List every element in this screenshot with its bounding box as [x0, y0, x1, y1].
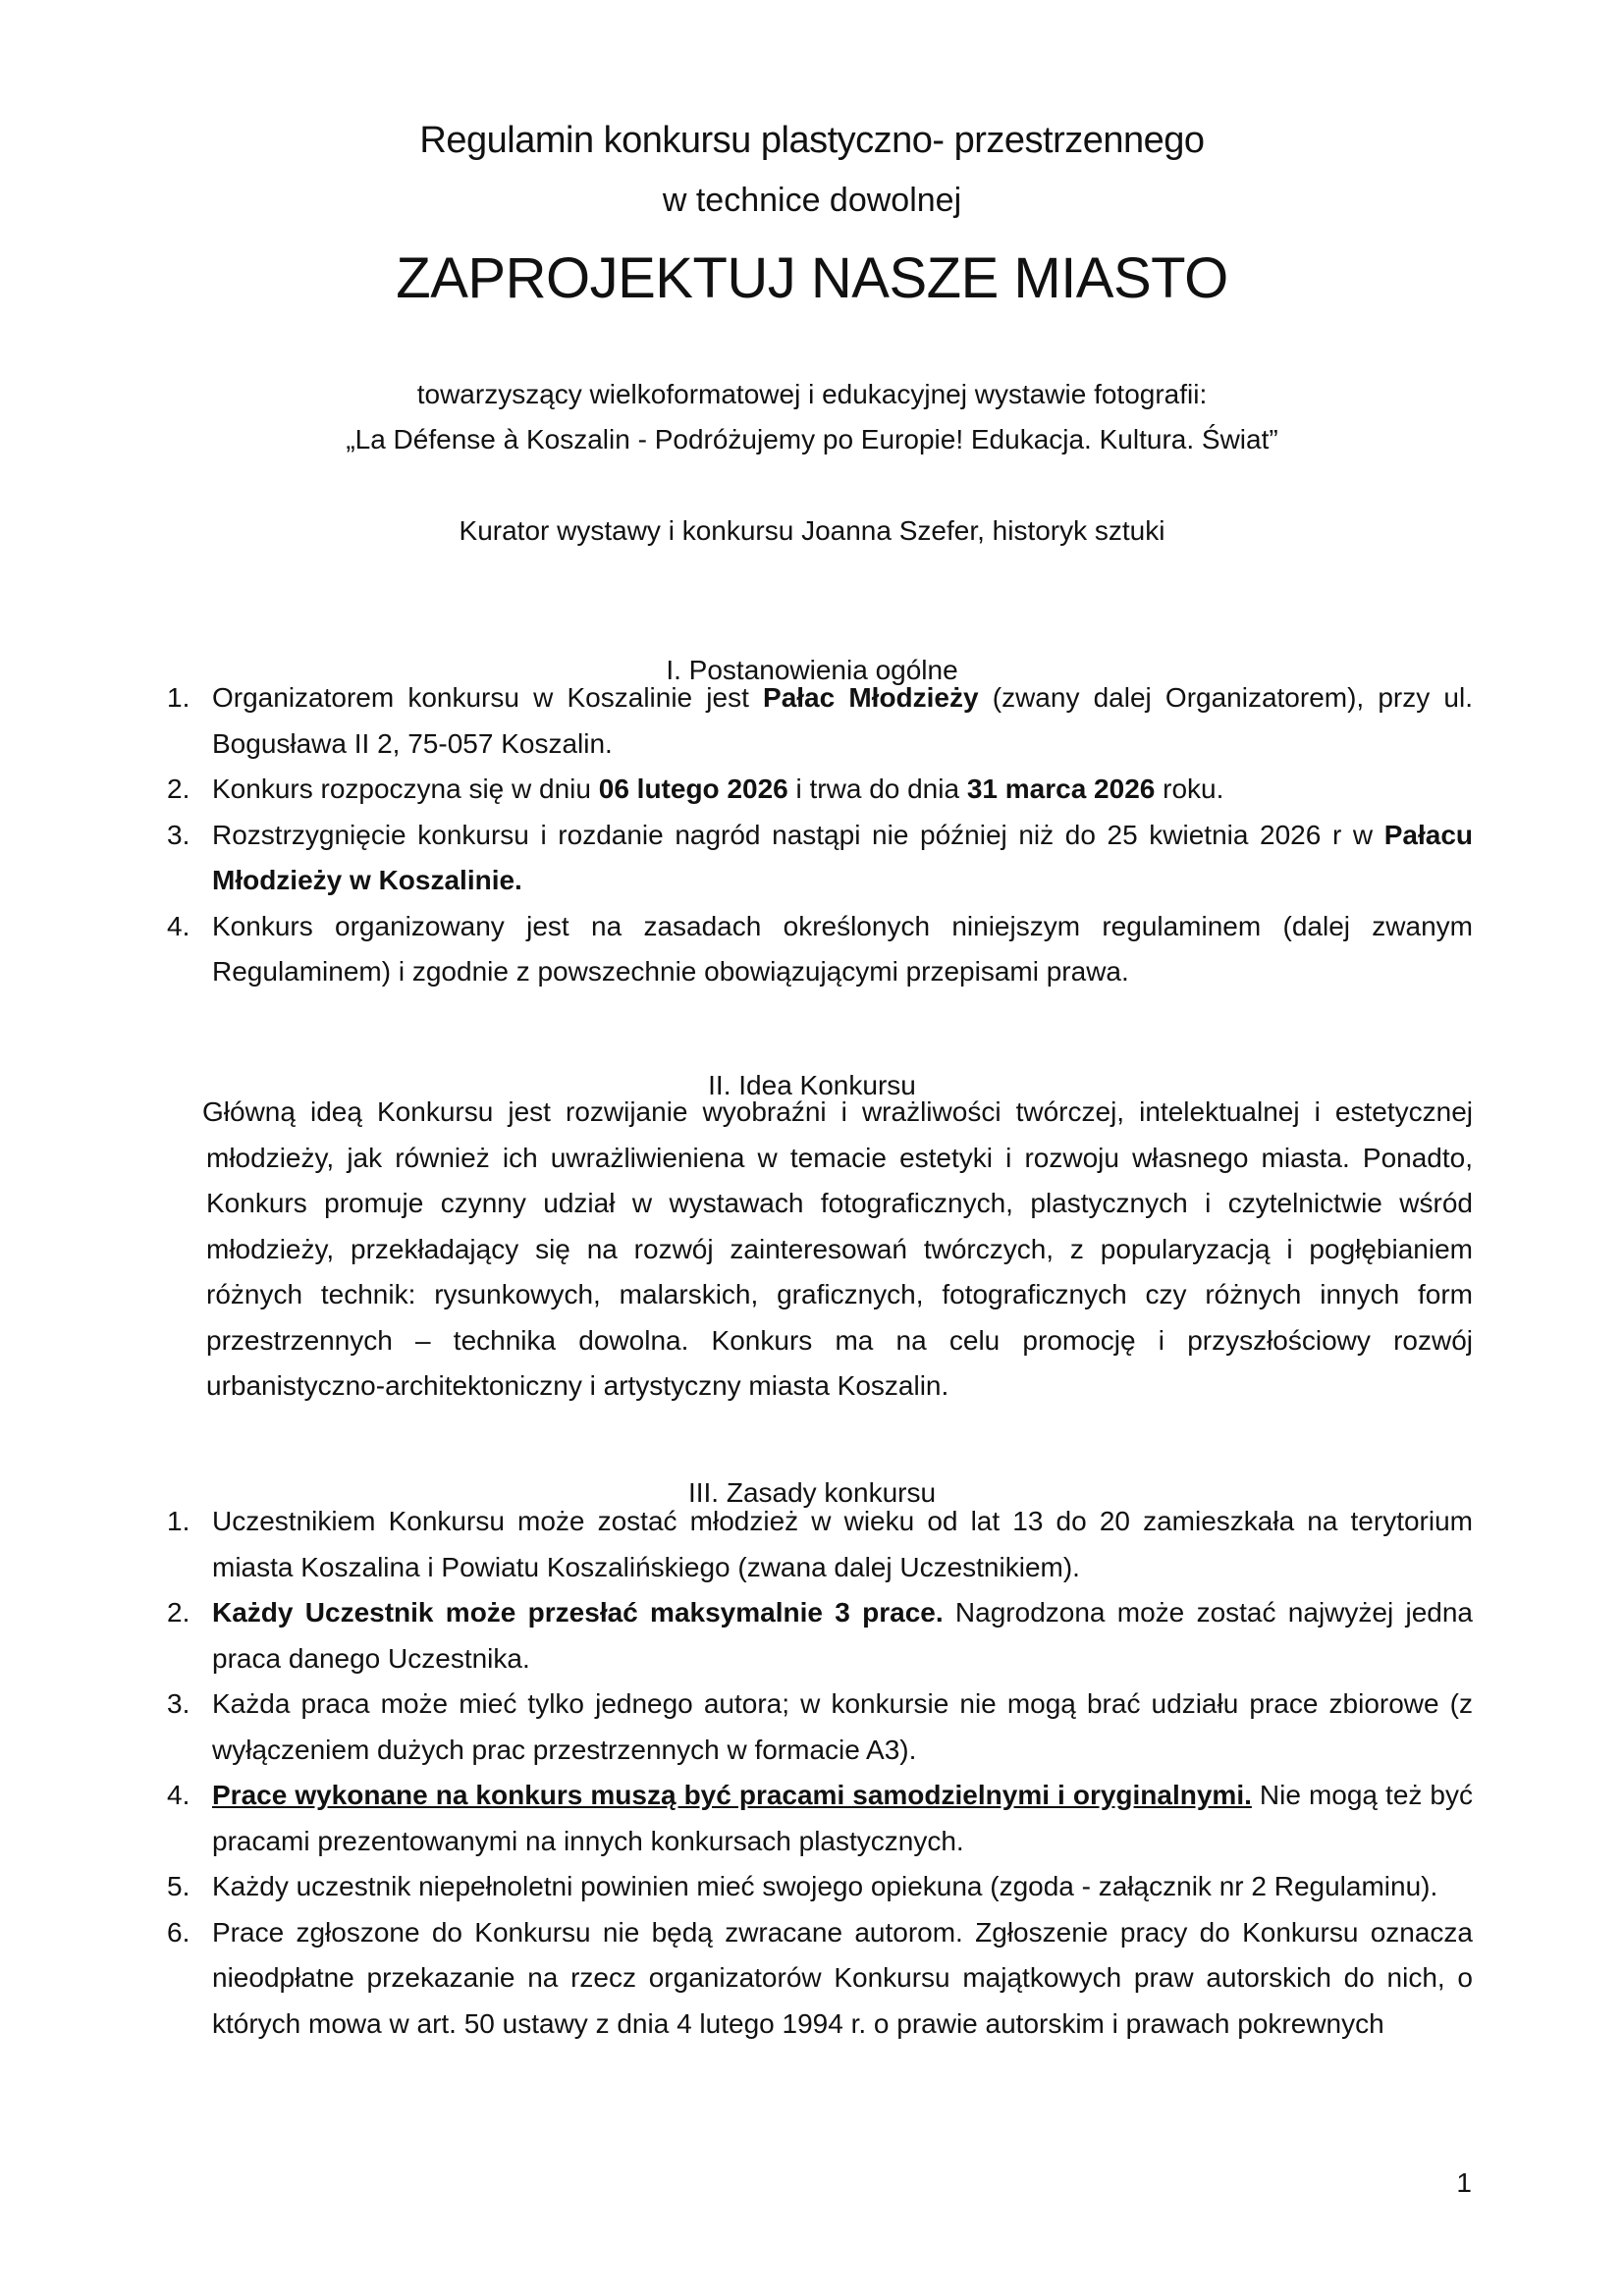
item-bold-text: Pałacu Młodzieży w Koszalinie.	[212, 819, 1473, 895]
list-item	[167, 1910, 1473, 2048]
contest-name: ZAPROJEKTUJ NASZE MIASTO	[396, 246, 1228, 310]
item-text: Konkurs organizowany jest na zasadach określonych niniejszym regulaminem (dalej zwanym Regulaminem) i zgodnie z powszechnie obowiązującymi przepisami prawa.	[212, 910, 1473, 987]
subtitle-line1: towarzyszący wielkoformatowej i edukacyjnej wystawie fotografii:	[416, 379, 1208, 409]
section-heading-general-provisions: I. Postanowienia ogólne	[666, 655, 958, 685]
list-item	[167, 813, 1473, 904]
general-provisions-list	[167, 675, 1473, 995]
item-bold-text: Każdy Uczestnik może przesłać maksymalnie 3 prace.	[212, 1597, 944, 1628]
item-number: 4.	[167, 910, 190, 941]
list-item	[167, 1590, 1473, 1682]
list-item	[167, 1773, 1473, 1864]
curator-line: Kurator wystawy i konkursu Joanna Szefer, historyk sztuki	[459, 515, 1165, 546]
item-text: Rozstrzygnięcie konkursu i rozdanie nagród nastąpi nie później niż do 25 kwietnia 2026 r w	[212, 819, 1384, 850]
item-number: 3.	[167, 819, 190, 850]
end-date: 31 marca 2026	[966, 774, 1156, 804]
item-text: Nie mogą też być pracami prezentowanymi na innych konkursach plastycznych.	[212, 1780, 1473, 1856]
exhibition-title: „La Défense à Koszalin - Podróżujemy po Europie! Edukacja. Kultura. Świat”	[346, 424, 1278, 454]
list-item	[167, 1499, 1473, 1590]
item-number: 4.	[167, 1780, 190, 1810]
item-text: Nagrodzona może zostać najwyżej jedna praca danego Uczestnika.	[212, 1597, 1473, 1674]
rules-list	[167, 1499, 1473, 2047]
list-item	[167, 767, 1473, 813]
document-title: Regulamin konkursu plastyczno- przestrzennego	[419, 120, 1205, 161]
item-text: Uczestnikiem Konkursu może zostać młodzież w wieku od lat 13 do 20 zamieszkała na terytorium miasta Koszalina i Powiatu Koszalińskiego (zwana dalej Uczestnikiem).	[212, 1506, 1473, 1582]
list-item	[167, 675, 1473, 767]
document-title-line2: w technice dowolnej	[662, 182, 962, 219]
item-number: 3.	[167, 1688, 190, 1719]
item-number: 2.	[167, 774, 190, 804]
list-item	[167, 1682, 1473, 1773]
section-heading-idea: II. Idea Konkursu	[708, 1070, 916, 1100]
list-item	[167, 1864, 1473, 1910]
item-underlined-bold-text: Prace wykonane na konkurs muszą być pracami samodzielnymi i oryginalnymi.	[212, 1780, 1252, 1810]
page-number: 1	[1456, 2167, 1472, 2198]
item-bold-text: Pałac Młodzieży	[763, 682, 979, 713]
list-item	[167, 904, 1473, 995]
item-text: (zwany dalej Organizatorem), przy ul. Bogusława II 2, 75-057 Koszalin.	[212, 682, 1473, 759]
item-number: 1.	[167, 682, 190, 713]
section-heading-rules: III. Zasady konkursu	[687, 1477, 937, 1508]
item-text: Każda praca może mieć tylko jednego autora; w konkursie nie mogą brać udziału prace zbiorowe (z wyłączeniem dużych prac przestrzennych w formacie A3).	[212, 1688, 1473, 1765]
item-text: i trwa do dnia	[787, 774, 967, 804]
item-number: 2.	[167, 1597, 190, 1628]
start-date: 06 lutego 2026	[598, 774, 788, 804]
item-number: 6.	[167, 1916, 190, 1948]
item-number: 5.	[167, 1871, 190, 1901]
item-text: roku.	[1155, 774, 1224, 804]
item-text: Organizatorem konkursu w Koszalinie jest	[212, 682, 764, 713]
item-text: Prace zgłoszone do Konkursu nie będą zwracane autorom. Zgłoszenie pracy do Konkursu oznacza nieodpłatne przekazanie na rzecz organizatorów Konkursu majątkowych praw autorskich do nich, o których mowa w art. 50 ustawy z dnia 4 lutego 1994 r. o prawie autorskim i prawach pokrewnych	[212, 1916, 1473, 2039]
item-text: Każdy uczestnik niepełnoletni powinien mieć swojego opiekuna (zgoda - załącznik nr 2 Regulaminu).	[212, 1871, 1438, 1901]
item-text: Konkurs rozpoczyna się w dniu	[212, 774, 599, 804]
idea-paragraph: Główną ideą Konkursu jest rozwijanie wyobraźni i wrażliwości twórczej, intelektualnej i estetycznej młodzieży, jak również ich uwrażliwieniena w temacie estetyki i rozwoju własnego miasta. Ponadto, Konkurs promuje czynny udział w wystawach fotograficznych, plastycznych i czytelnictwie wśród młodzieży, przekładający się na rozwój zainteresowań twórczych, z popularyzacją i pogłębianiem różnych technik: rysunkowych, malarskich, graficznych, fotograficznych czy różnych innych form przestrzennych – technika dowolna. Konkurs ma na celu promocję i przyszłościowy rozwój urbanistyczno-architektoniczny i artystyczny miasta Koszalin.	[202, 1096, 1473, 1401]
item-number: 1.	[167, 1506, 190, 1536]
